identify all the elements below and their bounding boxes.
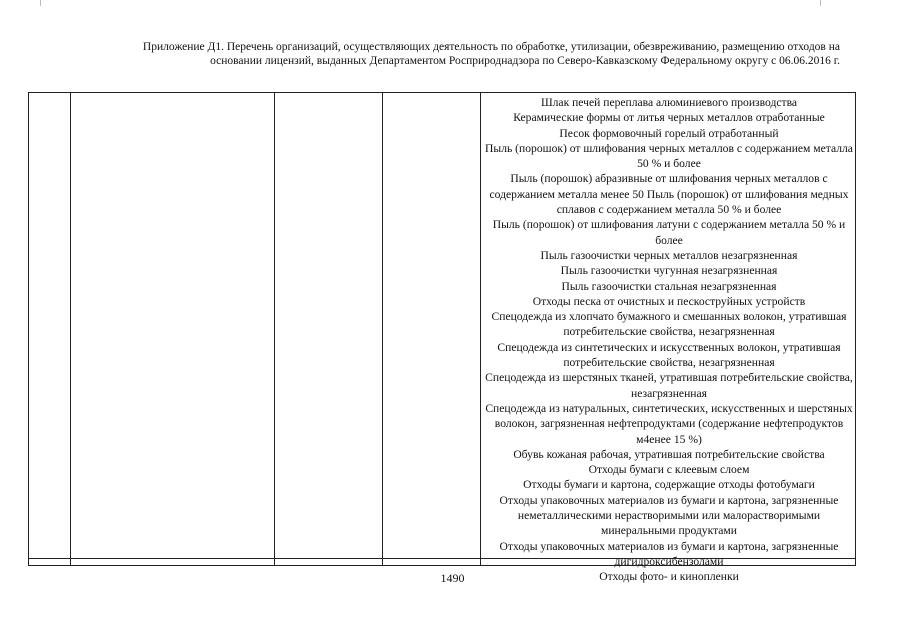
scan-mark	[40, 0, 41, 6]
scan-mark	[820, 0, 821, 6]
waste-item: Обувь кожаная рабочая, утратившая потребительские свойства	[513, 447, 825, 461]
waste-item: Спецодежда из натуральных, синтетических, искусственных и шерстяных волокон, загрязненная нефтепродуктами (содержание нефтепродуктов м4енее 15 %)	[485, 401, 853, 446]
waste-item: Спецодежда из хлопчато бумажного и смешанных волокон, утратившая потребительские свойства, незагрязненная	[491, 310, 847, 339]
waste-item: Отходы фото- и кинопленки	[599, 570, 739, 584]
waste-item: Песок формовочный горелый отработанный	[559, 126, 779, 140]
waste-item: Пыль (порошок) абразивные от шлифования черных металлов с содержанием металла менее 50 Пыль (порошок) от шлифования медных сплавов с содержанием металла 50 % и более	[489, 172, 849, 217]
column-divider	[274, 93, 275, 565]
waste-item: Отходы песка от очистных и пескоструйных устройств	[532, 294, 806, 308]
waste-item: Отходы бумаги с клеевым слоем	[588, 463, 750, 477]
waste-types-cell	[485, 95, 853, 585]
waste-item: Спецодежда из шерстяных тканей, утратившая потребительские свойства, незагрязненная	[485, 371, 853, 400]
document-header	[40, 40, 840, 68]
column-divider	[382, 93, 383, 565]
waste-item: Отходы упаковочных материалов из бумаги и картона, загрязненные неметаллическими нерастворимыми или малорастворимыми минеральными продуктами	[499, 493, 839, 538]
waste-item: Спецодежда из синтетических и искусственных волокон, утратившая потребительские свойства, незагрязненная	[497, 340, 841, 370]
waste-item: Пыль газоочистки черных металлов незагрязненная	[540, 248, 798, 262]
waste-item: Отходы упаковочных материалов из бумаги и картона, загрязненные дигидроксибензолами	[499, 539, 839, 568]
waste-item: Отходы бумаги и картона, содержащие отходы фотобумаги	[523, 478, 815, 492]
waste-item: Пыль газоочистки стальная незагрязненная	[561, 279, 777, 293]
waste-item: Пыль (порошок) от шлифования черных металлов с содержанием металла 50 % и более	[485, 141, 853, 171]
page-number: 1490	[440, 571, 465, 585]
header-line-2: основании лицензий, выданных Департаментом Росприроднадзора по Северо-Кавказскому Федеральному округу с 06.06.2016 г.	[210, 55, 840, 67]
column-divider	[480, 93, 481, 565]
waste-item: Пыль газоочистки чугунная незагрязненная	[560, 264, 778, 278]
header-line-1: Приложение Д1. Перечень организаций, осуществляющих деятельность по обработке, утилизации, обезвреживанию, размещению отходов на	[142, 41, 840, 53]
column-divider	[70, 93, 71, 565]
waste-item: Пыль (порошок) от шлифования латуни с содержанием металла 50 % и более	[492, 218, 846, 247]
waste-item: Керамические формы от литья черных металлов отработанные	[513, 111, 825, 125]
waste-item: Шлак печей переплава алюминиевого производства	[540, 96, 798, 109]
